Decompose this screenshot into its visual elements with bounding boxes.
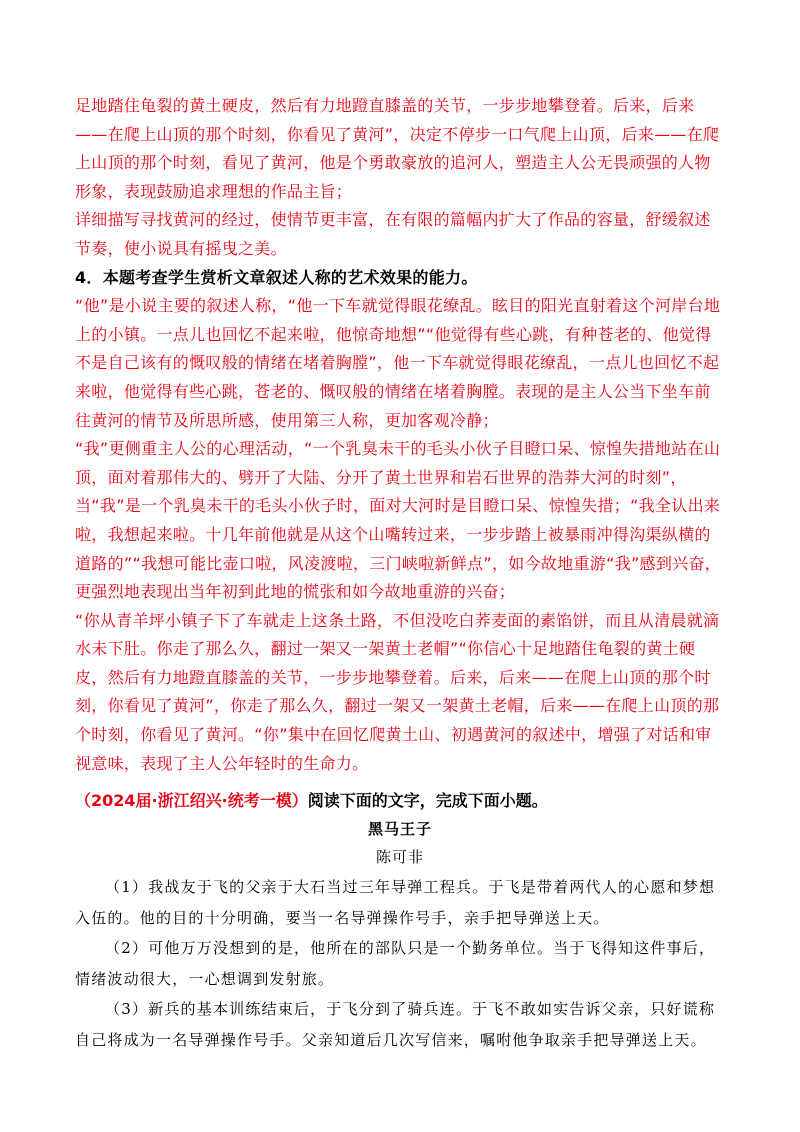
- story-paragraph: （2）可他万万没想到的是，他所在的部队只是一个勤务单位。当于飞得知这件事后，情绪波动很大，一心想调到发射旅。: [75, 939, 716, 988]
- answer-paragraph: “他”是小说主要的叙述人称，“他一下车就觉得眼花缭乱。眩目的阳光直射着这个河岸台地上的小镇。一点儿也回忆不起来啦，他惊奇地想”“他觉得有些心跳，有种苍老的、他觉得不是自己该有的慨叹般的情绪在堵着胸膛”，他一下车就觉得眼花缭乱，一点儿也回忆不起来啦，他觉得有些心跳，苍老的、慨叹般的情绪在堵着胸膛。表现的是主人公当下坐车前往黄河的情节及所思所感，使用第三人称，更加客观冷静；: [75, 296, 721, 430]
- question-4-heading: 4．本题考查学生赏析文章叙述人称的艺术效果的能力。: [75, 267, 478, 287]
- story-author: 陈可非: [375, 848, 424, 866]
- question-instruction: 阅读下面的文字，完成下面小题。: [307, 791, 548, 810]
- answer-paragraph: “你从青羊坪小镇子下了车就走上这条土路，不但没吃白荞麦面的素馅饼，而且从清晨就滴水未下肚。你走了那么久，翻过一架又一架黄土老帽”“你信心十足地踏住龟裂的黄土硬皮，然后有力地蹬直膝盖的关节，一步步地攀登着。后来，后来——在爬上山顶的那个时刻，你看见了黄河”，你走了那么久，翻过一架又一架黄土老帽，后来——在爬上山顶的那个时刻，你看见了黄河。“你”集中在回忆爬黄土山、初遇黄河的叙述中，增强了对话和审视意味，表现了主人公年轻时的生命力。: [75, 610, 720, 773]
- story-paragraph: （3）新兵的基本训练结束后，于飞分到了骑兵连。于飞不敢如实告诉父亲，只好谎称自己将成为一名导弹操作号手。父亲知道后几次写信来，嘱咐他争取亲手把导弹送上天。: [75, 1000, 716, 1049]
- story-paragraph: （1）我战友于飞的父亲于大石当过三年导弹工程兵。于飞是带着两代人的心愿和梦想入伍的。他的目的十分明确，要当一名导弹操作号手，亲手把导弹送上天。: [75, 878, 716, 927]
- story-body: [75, 872, 725, 1055]
- answer-paragraph: 足地踏住龟裂的黄土硬皮，然后有力地蹬直膝盖的关节，一步步地攀登着。后来，后来——在爬上山顶的那个时刻，你看见了黄河”，决定不停步一口气爬上山顶，后来——在爬上山顶的那个时刻，看见了黄河，他是个勇敢豪放的追河人，塑造主人公无畏顽强的人物形象，表现鼓励追求理想的作品主旨；: [75, 96, 720, 201]
- answer-analysis-section: [75, 92, 725, 778]
- question-source: （2024届·浙江绍兴·统考一模）: [75, 791, 308, 810]
- answer-paragraph: “我”更侧重主人公的心理活动，“一个乳臭未干的毛头小伙子目瞪口呆、惊惶失措地站在山顶，面对着那伟大的、劈开了大陆、分开了黄土世界和岩石世界的浩莽大河的时刻”，当“我”是一个乳臭未干的毛头小伙子时，面对大河时是目瞪口呆、惊惶失措；“我全认出来啦，我想起来啦。十几年前他就是从这个山嘴转过来，一步步踏上被暴雨冲得沟渠纵横的道路的”“我想可能比壶口啦，风凌渡啦，三门峡啦新鲜点”，如今故地重游“我”感到兴奋，更强烈地表现出当年初到此地的慌张和如今故地重游的兴奋；: [75, 439, 722, 602]
- story-title: 黑马王子: [367, 820, 432, 838]
- question-header: [75, 787, 725, 815]
- answer-paragraph: 详细描写寻找黄河的经过，使情节更丰富，在有限的篇幅内扩大了作品的容量，舒缓叙述节奏，使小说具有摇曳之美。: [75, 210, 711, 258]
